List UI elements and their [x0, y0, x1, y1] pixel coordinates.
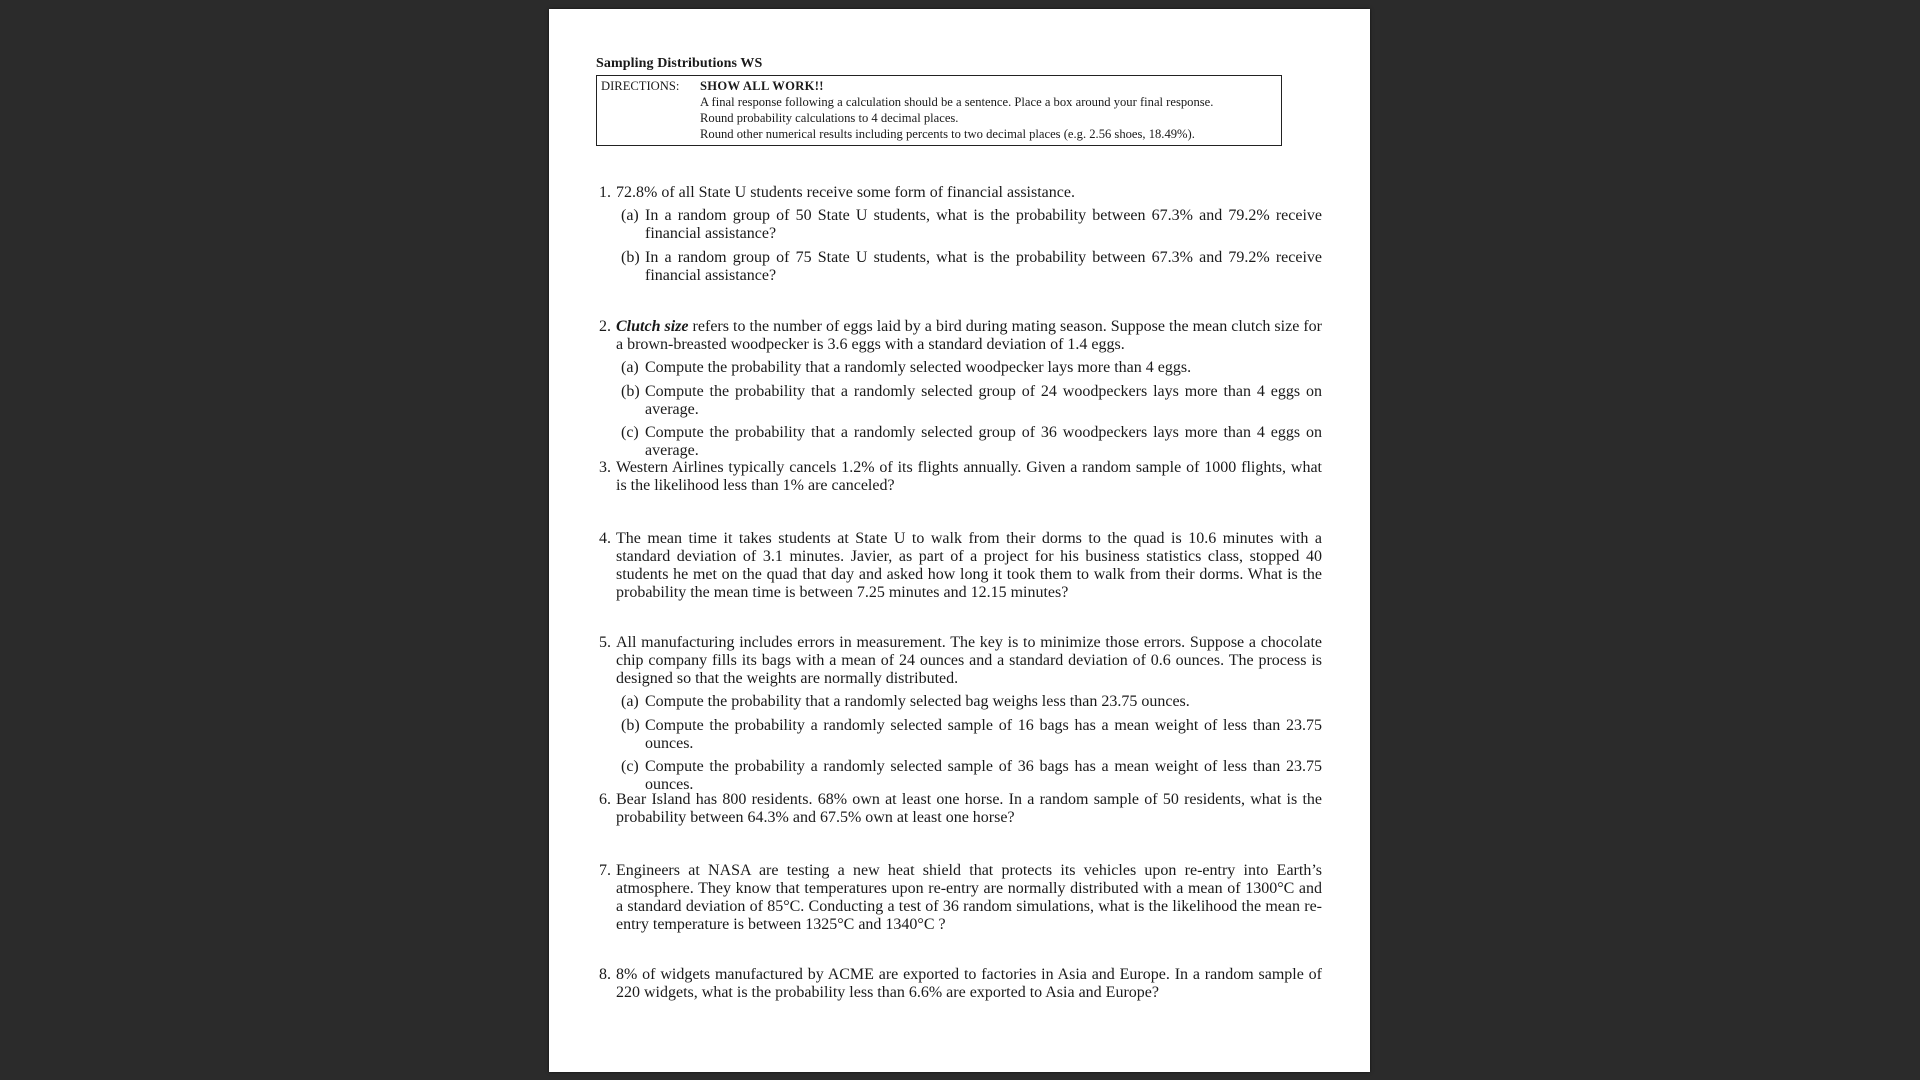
problem-number: 3. — [599, 459, 611, 476]
problem-body — [616, 459, 1322, 495]
problem-text: The mean time it takes students at State U to walk from their dorms to the quad is 10.6 minutes with a standard deviation of 3.1 minutes. Javier, as part of a project for his business statistics class, stopped 40 students he met on the quad that day and asked how long it took them to walk from their dorms. What is the probability the mean time is between 7.25 minutes and 12.15 minutes? — [616, 530, 1322, 601]
directions-label: DIRECTIONS: — [601, 79, 680, 93]
problem-8 — [596, 966, 1322, 1002]
problem-body — [616, 966, 1322, 1002]
subpart-text: Compute the probability that a randomly selected bag weighs less than 23.75 ounces. — [645, 693, 1190, 710]
directions-box — [596, 75, 1282, 146]
subpart — [616, 693, 1322, 711]
problem-number: 5. — [599, 634, 611, 651]
problem-3 — [596, 459, 1322, 495]
page-title: Sampling Distributions WS — [596, 56, 763, 71]
problem-body — [616, 318, 1322, 466]
problem-number: 6. — [599, 791, 611, 808]
document-page — [549, 9, 1370, 1072]
subpart — [616, 249, 1322, 285]
directions-line: Round probability calculations to 4 decimal places. — [700, 111, 959, 125]
subpart-list — [616, 207, 1322, 285]
subpart-text: Compute the probability a randomly selected sample of 16 bags has a mean weight of less than 23.75 ounces. — [645, 716, 1322, 752]
problem-text: Western Airlines typically cancels 1.2% of its flights annually. Given a random sample of 1000 flights, what is the likelihood less than 1% are canceled? — [616, 459, 1322, 494]
problem-2 — [596, 318, 1322, 466]
problem-number: 2. — [599, 318, 611, 335]
subpart-text: In a random group of 75 State U students, what is the probability between 67.3% and 79.2% receive financial assistance? — [645, 248, 1322, 284]
subpart-label: (b) — [621, 382, 640, 400]
problem-body — [616, 530, 1322, 602]
problem-body — [616, 862, 1322, 934]
subpart — [616, 359, 1322, 377]
subpart-text: Compute the probability that a randomly selected group of 24 woodpeckers lays more than 4 eggs on average. — [645, 382, 1322, 418]
subpart-label: (c) — [621, 758, 639, 775]
subpart — [616, 207, 1322, 243]
problem-5 — [596, 634, 1322, 800]
problem-term: Clutch size — [616, 318, 689, 335]
directions-headline: SHOW ALL WORK!! — [700, 79, 824, 93]
subpart — [616, 758, 1322, 794]
subpart-label: (a) — [621, 693, 639, 710]
problem-body — [616, 634, 1322, 800]
subpart-list — [616, 359, 1322, 460]
page-content — [596, 56, 1323, 1001]
directions-line: Round other numerical results including percents to two decimal places (e.g. 2.56 shoes, 18.49%). — [700, 127, 1195, 141]
problem-7 — [596, 862, 1322, 934]
problem-text: Engineers at NASA are testing a new heat shield that protects its vehicles upon re-entry into Earth’s atmosphere. They know that temperatures upon re-entry are normally distributed with a mean of 1300°C and a standard deviation of 85°C. Conducting a test of 36 random simulations, what is the likelihood the mean re-entry temperature is between 1325°C and 1340°C ? — [616, 862, 1322, 933]
problem-text: All manufacturing includes errors in measurement. The key is to minimize those errors. Suppose a chocolate chip company fills its bags with a mean of 24 ounces and a standard deviation of 0.6 ounces. The process is designed so that the weights are normally distributed. — [616, 634, 1322, 687]
subpart — [616, 424, 1322, 460]
subpart-list — [616, 693, 1322, 794]
problem-text: Bear Island has 800 residents. 68% own at least one horse. In a random sample of 50 residents, what is the probability between 64.3% and 67.5% own at least one horse? — [616, 791, 1322, 826]
subpart-text: Compute the probability a randomly selected sample of 36 bags has a mean weight of less than 23.75 ounces. — [645, 758, 1322, 793]
problem-body — [616, 791, 1322, 827]
subpart-text: Compute the probability that a randomly selected group of 36 woodpeckers lays more than 4 eggs on average. — [645, 424, 1322, 459]
problem-4 — [596, 530, 1322, 602]
problem-text: 8% of widgets manufactured by ACME are exported to factories in Asia and Europe. In a random sample of 220 widgets, what is the probability less than 6.6% are exported to Asia and Europe? — [616, 966, 1322, 1001]
directions-body — [700, 78, 1277, 142]
subpart-label: (a) — [621, 359, 639, 376]
subpart-label: (c) — [621, 424, 639, 441]
problem-1 — [596, 184, 1322, 290]
subpart-text: Compute the probability that a randomly selected woodpecker lays more than 4 eggs. — [645, 359, 1192, 376]
directions-line: A final response following a calculation should be a sentence. Place a box around your final response. — [700, 95, 1214, 109]
problem-number: 7. — [599, 862, 611, 879]
problem-text: 72.8% of all State U students receive some form of financial assistance. — [616, 184, 1075, 201]
problem-number: 8. — [599, 966, 611, 983]
problem-6 — [596, 791, 1322, 827]
problem-number: 1. — [599, 184, 611, 201]
problem-number: 4. — [599, 530, 611, 547]
problem-body — [616, 184, 1322, 290]
subpart-text: In a random group of 50 State U students, what is the probability between 67.3% and 79.2% receive financial assistance? — [645, 207, 1322, 242]
problem-text-rest: refers to the number of eggs laid by a bird during mating season. Suppose the mean clutch size for a brown-breasted woodpecker is 3.6 eggs with a standard deviation of 1.4 eggs. — [616, 318, 1323, 353]
subpart-label: (a) — [621, 207, 639, 224]
subpart-label: (b) — [621, 716, 640, 734]
subpart — [616, 717, 1322, 753]
subpart — [616, 383, 1322, 419]
subpart-label: (b) — [621, 248, 640, 266]
problem-text — [616, 318, 1322, 354]
